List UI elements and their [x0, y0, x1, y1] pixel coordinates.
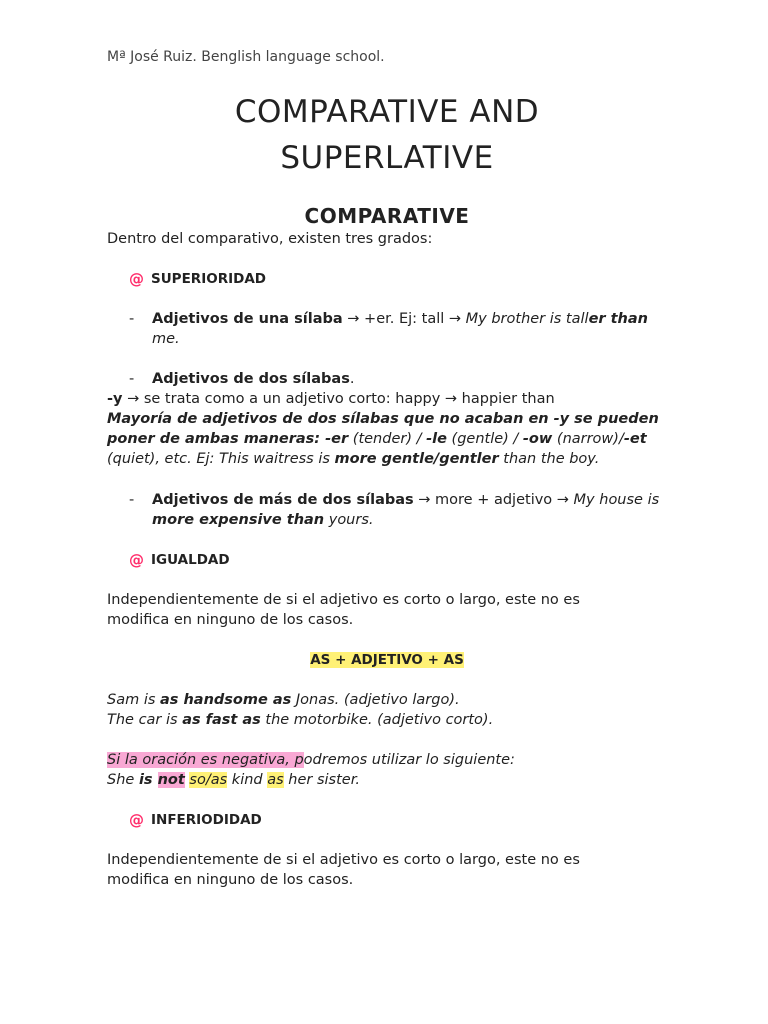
- intro-text: Dentro del comparativo, existen tres grados:: [107, 231, 433, 247]
- list-item-more-syllables: - Adjetivos de más de dos sílabas → more + adjetivo → My house is more expensive than yours.: [129, 492, 660, 528]
- example-sam: Sam is as handsome as Jonas. (adjetivo largo).: [107, 692, 460, 708]
- formula-as-adjective-as: AS + ADJETIVO + AS: [310, 652, 464, 668]
- mayoria-text: Mayoría de adjetivos de dos sílabas que no acaban en -y se pueden: [107, 411, 659, 427]
- negative-note: Si la oración es negativa, podremos utilizar lo siguiente:: [107, 752, 515, 768]
- inferioridad-text: Independientemente de si el adjetivo es corto o largo, este no es modifica en ninguno de los casos.: [107, 852, 580, 888]
- spiral-bullet-icon: @: [129, 551, 144, 569]
- example-she: She is not so/as kind as her sister.: [107, 772, 360, 788]
- y-rule-text: -y → se trata como a un adjetivo corto: happy → happier than: [107, 391, 555, 407]
- list-item-two-syllables: - Adjetivos de dos sílabas.: [129, 371, 355, 387]
- header-text: Mª José Ruiz. Benglish language school.: [107, 49, 385, 65]
- heading-inferioridad: @ INFERIODIDAD: [129, 811, 262, 829]
- example-car: The car is as fast as the motorbike. (adjetivo corto).: [107, 712, 494, 728]
- section-title-comparative: COMPARATIVE: [304, 204, 470, 228]
- document-page: Mª José Ruiz. Benglish language school. COMPARATIVE AND SUPERLATIVE COMPARATIVE Dentro del comparativo, existen tres grados: @ SUPERIORIDAD - Adjetivos de una sílaba → +er. Ej: tall → My brother is taller than me. - Adjetivos de dos sílabas. -y → se trata como a un adjetivo corto: happy → happier than Mayoría de adjetivos de dos sílabas que no acaban en -y se pueden poner de ambas maneras: -er (tender) / -le (gentle) / -ow (narrow)/-et (quiet), etc. Ej: This waitress is more gentle/gentler than the boy. - Adjetivos de más de dos sílabas → more + adjetivo → My house is more expensive than yours. @ IGUALDAD Independientemente de si el adjetivo es corto o largo, este no es modifica en ninguno de los casos. AS + ADJETIVO + AS Sam is as handsome as Jonas. (adjetivo largo). The car is as fast as the motorbike. (adjetivo corto). Si la oración es negativa, podremos utilizar lo siguiente: She is not so/as kind as her sister. @ INFERIODIDAD Independientemente de si el adjetivo es corto o largo, este no es modifica en ninguno de los casos.: [107, 47, 667, 890]
- heading-superioridad: @ SUPERIORIDAD: [129, 270, 266, 288]
- spiral-bullet-icon: @: [129, 811, 144, 829]
- igualdad-text: Independientemente de si el adjetivo es corto o largo, este no es modifica en ninguno de los casos.: [107, 592, 580, 628]
- spiral-bullet-icon: @: [129, 270, 144, 288]
- list-item-one-syllable: - Adjetivos de una sílaba → +er. Ej: tall → My brother is taller than me.: [129, 311, 648, 347]
- heading-igualdad: @ IGUALDAD: [129, 551, 230, 569]
- page-title: COMPARATIVE AND SUPERLATIVE: [234, 94, 540, 176]
